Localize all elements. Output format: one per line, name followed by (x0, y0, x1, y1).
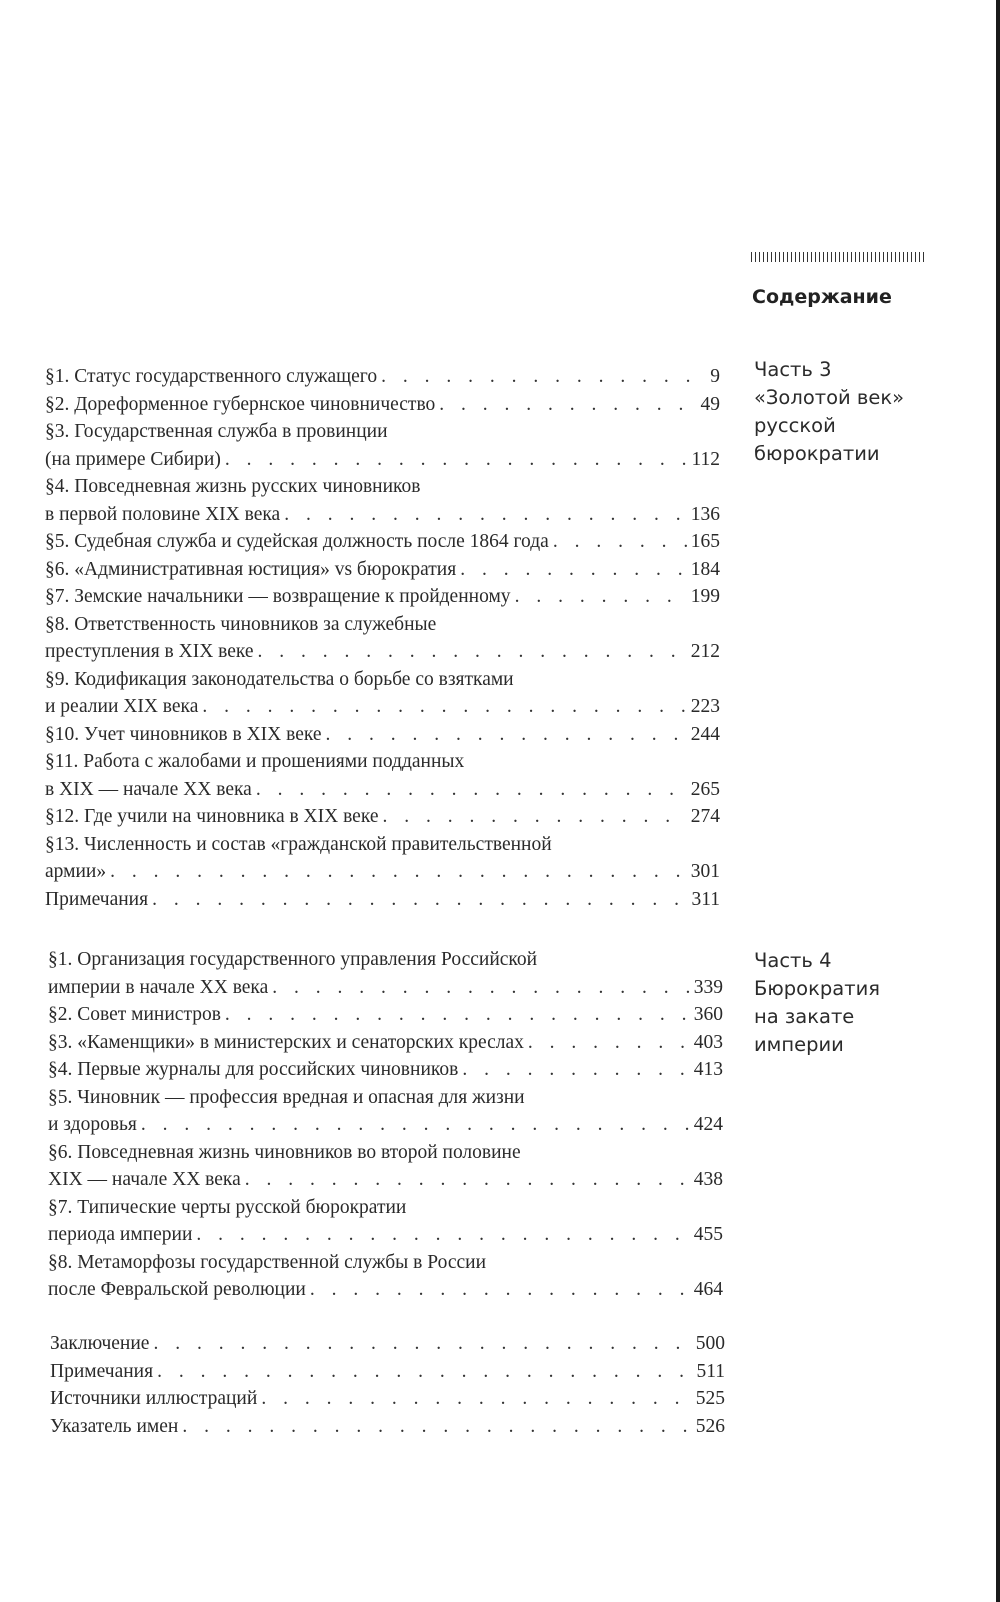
toc-entry-title-line: §7. Земские начальники — возвращение к пройденному (45, 586, 511, 607)
dot-leader (225, 446, 688, 474)
toc-entry[interactable] (45, 611, 720, 666)
toc-entry[interactable] (48, 1029, 723, 1057)
toc-entry-last-line (48, 1001, 723, 1029)
toc-entry-title-line: §5. Судебная служба и судейская должность после 1864 года (45, 531, 549, 552)
dot-leader (225, 1001, 690, 1029)
toc-entry-last-line (50, 1413, 725, 1441)
toc-entry-title-line: §12. Где учили на чиновника в XIX веке (45, 806, 379, 827)
toc-entry-last-line (45, 858, 720, 886)
part-4-toc (48, 946, 723, 1304)
dot-leader (261, 1385, 691, 1413)
toc-entry[interactable] (45, 748, 720, 803)
page-number: 525 (695, 1388, 725, 1409)
dot-leader (381, 363, 706, 391)
toc-entry-last-line (48, 1056, 723, 1084)
toc-entry[interactable] (45, 363, 720, 391)
part-3-label-line: бюрократии (754, 442, 880, 465)
toc-entry[interactable] (45, 886, 720, 914)
page-number: 339 (693, 976, 723, 998)
part-4-label-line: на закате (754, 1005, 855, 1028)
page-number: 464 (693, 1279, 723, 1300)
toc-entry-title-line: после Февральской революции (48, 1279, 306, 1300)
toc-entry-last-line (45, 721, 720, 749)
toc-entry-title-line: §8. Метаморфозы государственной службы в России (48, 1251, 487, 1273)
toc-entry[interactable] (45, 528, 720, 556)
part-4-label-line: Бюрократия (754, 977, 880, 1000)
toc-entry-title-line: и реалии XIX века (45, 696, 199, 717)
dot-leader (515, 583, 687, 611)
part-3-label-line: «Золотой век» (754, 386, 905, 409)
dot-leader (326, 721, 687, 749)
dot-leader (284, 501, 687, 529)
toc-entry-title-line: §13. Численность и состав «гражданской правительственной (45, 833, 552, 855)
page-number: 511 (696, 1360, 725, 1382)
page-number: 301 (690, 861, 720, 882)
dot-leader (462, 1056, 689, 1084)
toc-entry-title-line: Указатель имен (50, 1415, 179, 1437)
dot-leader (141, 1111, 690, 1139)
dot-leader (553, 528, 687, 556)
toc-entry-last-line (50, 1330, 725, 1358)
toc-entry[interactable] (48, 1056, 723, 1084)
dot-leader (110, 858, 687, 886)
dot-leader (528, 1029, 690, 1057)
page-number: 49 (700, 393, 720, 415)
dot-leader (272, 974, 689, 1002)
toc-entry-title-line: армии» (45, 861, 107, 882)
toc-entry-last-line (48, 1166, 723, 1194)
toc-entry-title-line: Примечания (50, 1360, 154, 1382)
dot-leader (256, 776, 687, 804)
page-number: 403 (693, 1031, 723, 1053)
page-edge (996, 0, 1000, 1602)
toc-entry-last-line (45, 693, 720, 721)
toc-entry-last-line (45, 583, 720, 611)
toc-entry-title-line: §10. Учет чиновников в XIX веке (45, 723, 322, 745)
toc-entry[interactable] (50, 1413, 725, 1441)
dot-leader (202, 693, 686, 721)
page-number: 136 (690, 503, 720, 525)
page-number: 526 (695, 1415, 725, 1437)
dot-leader (182, 1413, 691, 1441)
toc-entry[interactable] (45, 391, 720, 419)
contents-heading: Содержание (752, 286, 892, 308)
toc-entry-title-line: §2. Дореформенное губернское чиновничество (45, 393, 436, 415)
part-4-label-line: империи (754, 1033, 844, 1056)
toc-entry-last-line (45, 776, 720, 804)
part-3-label (754, 356, 904, 468)
toc-entry-last-line (48, 1221, 723, 1249)
toc-entry[interactable] (48, 1194, 723, 1249)
toc-entry-title-line: §3. «Каменщики» в министерских и сенаторских креслах (48, 1031, 524, 1053)
dot-leader (157, 1358, 692, 1386)
toc-entry-last-line (48, 1029, 723, 1057)
toc-entry-last-line (48, 1276, 723, 1304)
toc-entry-title-line: преступления в XIX веке (45, 641, 254, 662)
dot-leader (382, 803, 686, 831)
toc-entry-title-line: §7. Типические черты русской бюрократии (48, 1196, 407, 1218)
toc-entry[interactable] (50, 1385, 725, 1413)
page-number: 265 (690, 778, 720, 800)
dot-leader (310, 1276, 690, 1304)
toc-entry-last-line (45, 886, 720, 914)
toc-entry-title-line: в первой половине XIX века (45, 503, 281, 525)
toc-entry-last-line (50, 1358, 725, 1386)
toc-entry[interactable] (48, 1084, 723, 1139)
page-number: 274 (690, 806, 720, 827)
toc-entry[interactable] (48, 946, 723, 1001)
toc-entry-title-line: §3. Государственная служба в провинции (45, 421, 388, 442)
dot-leader (152, 886, 687, 914)
page-number: 199 (690, 586, 720, 607)
toc-entry-last-line (45, 446, 720, 474)
dot-leader (196, 1221, 689, 1249)
page-number: 500 (695, 1333, 725, 1354)
toc-entry-title-line: §6. Повседневная жизнь чиновников во второй половине (48, 1141, 521, 1163)
toc-entry[interactable] (45, 831, 720, 886)
toc-entry-last-line (45, 501, 720, 529)
toc-entry[interactable] (48, 1139, 723, 1194)
decorative-hatch-rule (751, 252, 927, 262)
part-3-toc (45, 363, 720, 913)
toc-entry[interactable] (45, 556, 720, 584)
toc-entry[interactable] (48, 1001, 723, 1029)
toc-entry-last-line (45, 638, 720, 666)
toc-entry-title-line: Примечания (45, 888, 149, 910)
toc-entry-title-line: §4. Повседневная жизнь русских чиновников (45, 476, 421, 497)
toc-entry-title-line: §9. Кодификация законодательства о борьбе со взятками (45, 668, 514, 690)
toc-entry-title-line: §5. Чиновник — профессия вредная и опасная для жизни (48, 1086, 525, 1108)
toc-entry[interactable] (45, 803, 720, 831)
page-number: 360 (693, 1004, 723, 1025)
part-3-label-line: русской (754, 414, 836, 437)
toc-entry-last-line (45, 363, 720, 391)
toc-entry-title-line: §8. Ответственность чиновников за служебные (45, 613, 437, 635)
toc-entry-last-line (45, 556, 720, 584)
toc-entry-title-line: §2. Совет министров (48, 1004, 221, 1025)
toc-entry-last-line (45, 803, 720, 831)
toc-entry-title-line: §11. Работа с жалобами и прошениями подданных (45, 751, 465, 772)
page-number: 244 (690, 723, 720, 745)
toc-entry[interactable] (45, 583, 720, 611)
toc-entry-title-line: империи в начале XX века (48, 976, 269, 998)
toc-entry[interactable] (50, 1358, 725, 1386)
toc-entry-last-line (45, 391, 720, 419)
toc-entry-title-line: §1. Статус государственного служащего (45, 366, 378, 387)
toc-entry-title-line: Источники иллюстраций (50, 1388, 258, 1409)
dot-leader (460, 556, 687, 584)
toc-entry[interactable] (50, 1330, 725, 1358)
page-number: 165 (690, 531, 720, 552)
page-number: 184 (690, 558, 720, 580)
toc-entry-title-line: Заключение (50, 1333, 150, 1354)
toc-entry-last-line (48, 1111, 723, 1139)
page-number: 413 (693, 1059, 723, 1080)
page-number: 455 (693, 1224, 723, 1245)
toc-entry[interactable] (45, 418, 720, 473)
part-3-label-line: Часть 3 (754, 358, 832, 381)
dot-leader (245, 1166, 690, 1194)
part-4-label-line: Часть 4 (754, 949, 832, 972)
toc-entry-last-line (48, 974, 723, 1002)
part-4-label (754, 947, 880, 1059)
backmatter-toc (50, 1330, 725, 1440)
toc-entry-title-line: периода империи (48, 1224, 193, 1245)
page-number: 212 (690, 641, 720, 662)
page-number: 438 (693, 1169, 723, 1190)
toc-entry-title-line: §1. Организация государственного управления Российской (48, 949, 538, 970)
toc-entry[interactable] (45, 666, 720, 721)
toc-entry[interactable] (48, 1249, 723, 1304)
page-number: 112 (691, 448, 720, 470)
dot-leader (258, 638, 687, 666)
dot-leader (153, 1330, 691, 1358)
toc-entry-title-line: и здоровья (48, 1114, 137, 1135)
page-number: 311 (691, 888, 720, 910)
toc-entry[interactable] (45, 721, 720, 749)
toc-entry-title-line: в XIX — начале XX века (45, 778, 252, 800)
toc-entry[interactable] (45, 473, 720, 528)
toc-entry-title-line: (на примере Сибири) (45, 448, 221, 470)
toc-entry-title-line: §4. Первые журналы для российских чиновников (48, 1059, 459, 1080)
toc-entry-title-line: §6. «Административная юстиция» vs бюрократия (45, 558, 457, 580)
page-number: 424 (693, 1114, 723, 1135)
dot-leader (439, 391, 696, 419)
page-number: 9 (710, 366, 720, 387)
toc-entry-last-line (50, 1385, 725, 1413)
toc-entry-last-line (45, 528, 720, 556)
page-number: 223 (690, 696, 720, 717)
toc-entry-title-line: XIX — начале XX века (48, 1169, 241, 1190)
